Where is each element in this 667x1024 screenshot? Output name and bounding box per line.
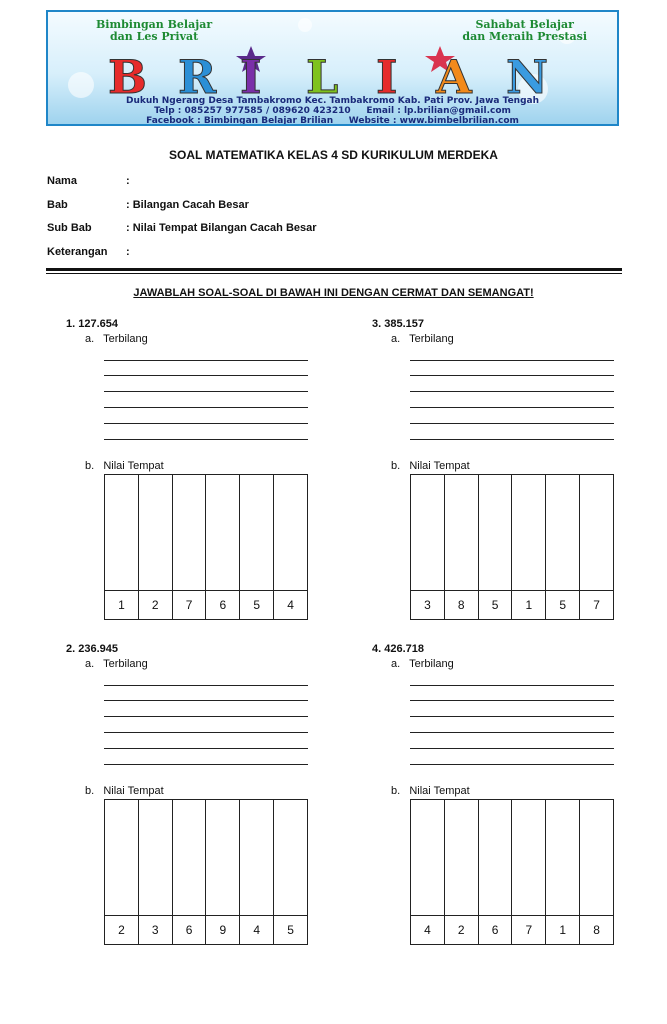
digit-cell: 2 xyxy=(445,915,478,944)
question-number: 2. 236.945 xyxy=(66,643,118,655)
answer-line[interactable] xyxy=(410,748,614,749)
answer-line[interactable] xyxy=(104,716,308,717)
info-bab: Bab : Bilangan Cacah Besar xyxy=(47,199,249,211)
answer-line[interactable] xyxy=(104,732,308,733)
digit-cell: 7 xyxy=(173,590,206,619)
instruction: JAWABLAH SOAL-SOAL DI BAWAH INI DENGAN CERMAT DAN SEMANGAT! xyxy=(133,287,534,299)
digit-cell: 3 xyxy=(139,915,172,944)
answer-line[interactable] xyxy=(410,700,614,701)
sub-b-label: b. Nilai Tempat xyxy=(391,460,470,472)
answer-line[interactable] xyxy=(104,360,308,361)
digit-cell: 7 xyxy=(580,590,613,619)
place-value-column[interactable] xyxy=(546,475,580,619)
answer-line[interactable] xyxy=(410,360,614,361)
place-value-column[interactable] xyxy=(411,475,445,619)
sub-b-label: b. Nilai Tempat xyxy=(85,785,164,797)
divider xyxy=(46,268,622,271)
place-value-column[interactable] xyxy=(105,800,139,944)
answer-line[interactable] xyxy=(104,423,308,424)
place-value-column[interactable] xyxy=(512,475,546,619)
place-value-column[interactable] xyxy=(445,475,479,619)
sub-b-label: b. Nilai Tempat xyxy=(85,460,164,472)
digit-cell: 2 xyxy=(105,915,138,944)
sub-a-label: a. Terbilang xyxy=(85,658,148,670)
answer-line[interactable] xyxy=(104,439,308,440)
place-value-table xyxy=(104,474,308,620)
page-title: SOAL MATEMATIKA KELAS 4 SD KURIKULUM MERDEKA xyxy=(169,148,498,162)
place-value-column[interactable] xyxy=(105,475,139,619)
divider xyxy=(46,273,622,274)
answer-line[interactable] xyxy=(104,407,308,408)
digit-cell: 5 xyxy=(479,590,512,619)
digit-cell: 6 xyxy=(479,915,512,944)
place-value-column[interactable] xyxy=(479,800,513,944)
digit-cell: 8 xyxy=(445,590,478,619)
sub-a-label: a. Terbilang xyxy=(391,333,454,345)
answer-line[interactable] xyxy=(410,423,614,424)
answer-line[interactable] xyxy=(410,764,614,765)
logo-letter: A xyxy=(436,50,472,96)
logo-letter: I xyxy=(376,50,398,96)
logo-letter: B xyxy=(108,50,147,96)
info-sub-bab: Sub Bab : Nilai Tempat Bilangan Cacah Besar xyxy=(47,222,317,234)
digit-cell: 9 xyxy=(206,915,239,944)
digit-cell: 1 xyxy=(105,590,138,619)
answer-line[interactable] xyxy=(410,716,614,717)
sub-a-label: a. Terbilang xyxy=(391,658,454,670)
digit-cell: 1 xyxy=(546,915,579,944)
place-value-table xyxy=(104,799,308,945)
answer-line[interactable] xyxy=(410,439,614,440)
answer-line[interactable] xyxy=(104,764,308,765)
place-value-table xyxy=(410,474,614,620)
header-banner xyxy=(46,10,619,126)
tagline-right: Sahabat Belajar dan Meraih Prestasi xyxy=(462,18,587,43)
place-value-column[interactable] xyxy=(240,800,274,944)
digit-cell: 8 xyxy=(580,915,613,944)
answer-line[interactable] xyxy=(410,375,614,376)
question xyxy=(66,318,326,623)
place-value-column[interactable] xyxy=(240,475,274,619)
question-number: 3. 385.157 xyxy=(372,318,424,330)
logo-letter: I xyxy=(240,50,262,96)
place-value-column[interactable] xyxy=(274,475,307,619)
question xyxy=(372,643,632,948)
place-value-column[interactable] xyxy=(479,475,513,619)
digit-cell: 7 xyxy=(512,915,545,944)
place-value-column[interactable] xyxy=(173,800,207,944)
logo-letter: R xyxy=(178,50,217,96)
digit-cell: 5 xyxy=(240,590,273,619)
question-number: 1. 127.654 xyxy=(66,318,118,330)
sub-b-label: b. Nilai Tempat xyxy=(391,785,470,797)
tagline-left: Bimbingan Belajar dan Les Privat xyxy=(96,18,213,43)
place-value-column[interactable] xyxy=(274,800,307,944)
digit-cell: 6 xyxy=(206,590,239,619)
place-value-column[interactable] xyxy=(411,800,445,944)
place-value-column[interactable] xyxy=(580,800,613,944)
question xyxy=(66,643,326,948)
sub-a-label: a. Terbilang xyxy=(85,333,148,345)
answer-line[interactable] xyxy=(410,732,614,733)
answer-line[interactable] xyxy=(410,391,614,392)
digit-cell: 4 xyxy=(411,915,444,944)
answer-line[interactable] xyxy=(410,685,614,686)
answer-line[interactable] xyxy=(104,748,308,749)
answer-line[interactable] xyxy=(104,375,308,376)
logo-letter: N xyxy=(506,50,549,96)
place-value-column[interactable] xyxy=(580,475,613,619)
answer-line[interactable] xyxy=(104,685,308,686)
answer-line[interactable] xyxy=(104,700,308,701)
digit-cell: 5 xyxy=(546,590,579,619)
digit-cell: 6 xyxy=(173,915,206,944)
contact-info: Dukuh Ngerang Desa Tambakromo Kec. Tambakromo Kab. Pati Prov. Jawa Tengah Telp : 085257 977585 / 089620 423210 Email : lp.brilian@gmail.com Facebook : Bimbingan Belajar Brilian Website : www.bimbelbrilian.com xyxy=(125,96,540,126)
place-value-column[interactable] xyxy=(139,800,173,944)
digit-cell: 5 xyxy=(274,915,307,944)
question xyxy=(372,318,632,623)
place-value-table xyxy=(410,799,614,945)
place-value-column[interactable] xyxy=(445,800,479,944)
question-number: 4. 426.718 xyxy=(372,643,424,655)
answer-line[interactable] xyxy=(104,391,308,392)
digit-cell: 2 xyxy=(139,590,172,619)
brilian-logo xyxy=(78,46,598,96)
digit-cell: 3 xyxy=(411,590,444,619)
logo-letter: L xyxy=(306,50,339,96)
digit-cell: 4 xyxy=(240,915,273,944)
place-value-column[interactable] xyxy=(546,800,580,944)
place-value-column[interactable] xyxy=(139,475,173,619)
answer-line[interactable] xyxy=(410,407,614,408)
digit-cell: 4 xyxy=(274,590,307,619)
place-value-column[interactable] xyxy=(512,800,546,944)
place-value-column[interactable] xyxy=(173,475,207,619)
place-value-column[interactable] xyxy=(206,475,240,619)
digit-cell: 1 xyxy=(512,590,545,619)
info-keterangan: Keterangan : xyxy=(47,246,130,258)
place-value-column[interactable] xyxy=(206,800,240,944)
info-nama: Nama : xyxy=(47,175,130,187)
